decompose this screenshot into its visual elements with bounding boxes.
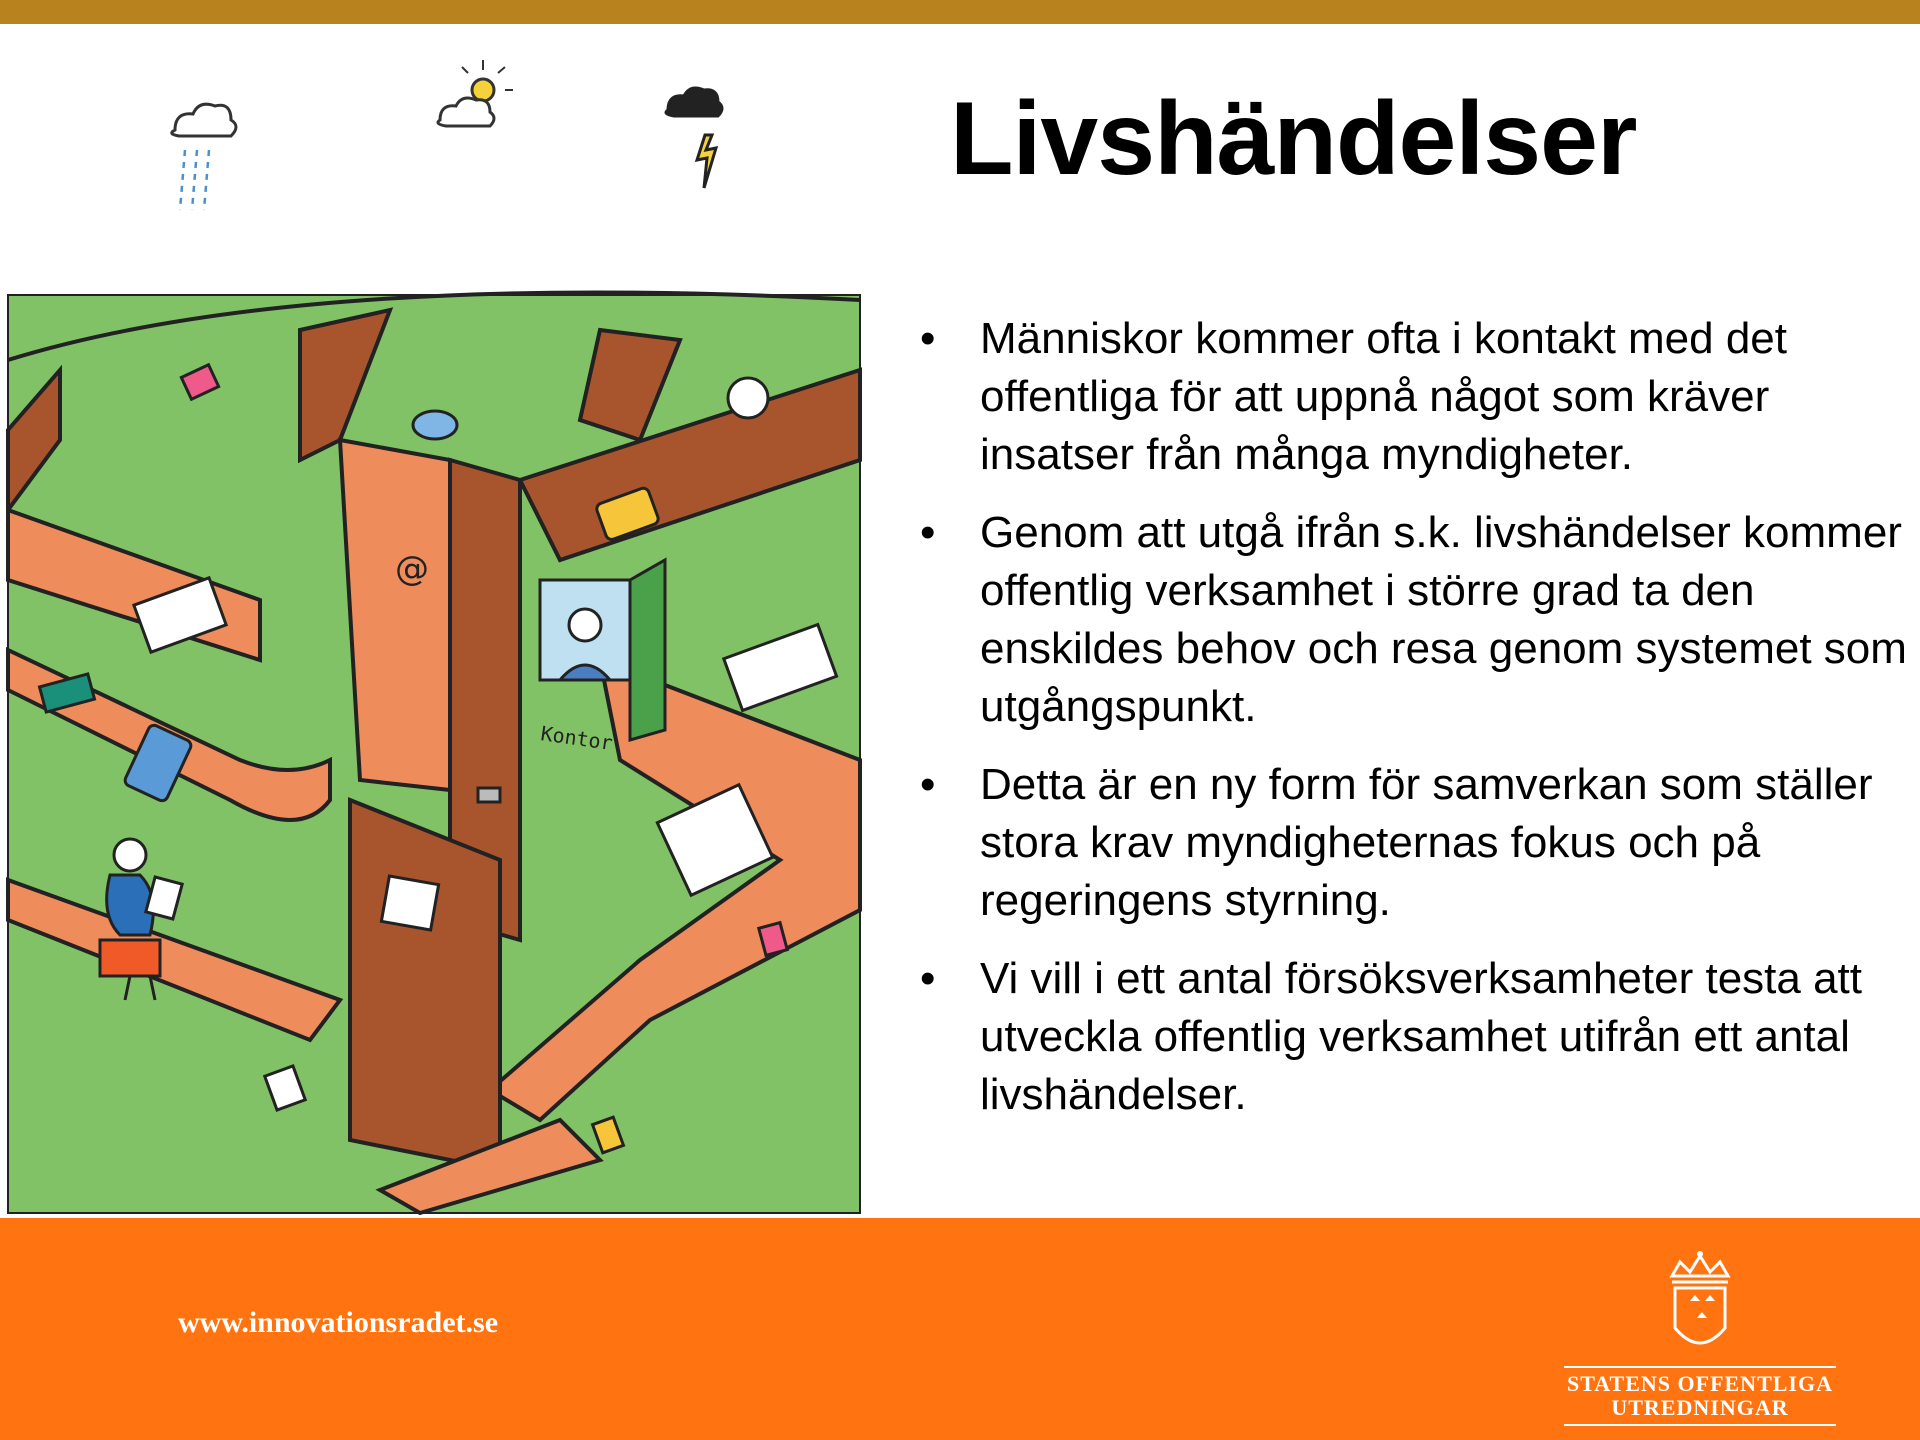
bullet-text: Människor kommer ofta i kontakt med det offentliga för att uppnå något som kräver insatser från många myndigheter. [980, 314, 1787, 479]
bullet-item [915, 310, 1915, 484]
bullet-item [915, 504, 1915, 736]
logo-divider-top [1564, 1366, 1836, 1368]
bullet-marker: • [920, 314, 936, 363]
rain-cloud-icon [172, 104, 236, 210]
at-sign: @ [395, 549, 429, 589]
logo-text [1560, 1372, 1840, 1420]
bullet-marker: • [920, 760, 936, 809]
bullet-item [915, 950, 1915, 1124]
bullet-text: Detta är en ny form för samverkan som ställer stora krav myndigheternas fokus och på regeringens styrning. [980, 760, 1873, 925]
sun-cloud-icon [438, 60, 513, 126]
logo-divider-bottom [1564, 1424, 1836, 1426]
footer-bar [0, 1218, 1920, 1440]
bullet-marker: • [920, 954, 936, 1003]
door-sign: Kontor [539, 721, 615, 756]
bullet-list [915, 310, 1915, 1144]
sou-logo [1560, 1246, 1840, 1426]
logo-line1: STATENS OFFENTLIGA [1567, 1371, 1833, 1396]
crown-shield-icon [1560, 1246, 1840, 1366]
bullet-marker: • [920, 508, 936, 557]
slide-title: Livshändelser [950, 81, 1637, 197]
maze-illustration [0, 40, 870, 1220]
bullet-text: Vi vill i ett antal försöksverksamheter testa att utveckla offentlig verksamhet utifrån ett antal livshändelser. [980, 954, 1862, 1119]
storm-cloud-icon [666, 88, 722, 188]
footer-website-link[interactable]: www.innovationsradet.se [178, 1306, 499, 1339]
logo-line2: UTREDNINGAR [1611, 1395, 1789, 1420]
top-accent-bar [0, 0, 1920, 24]
bullet-text: Genom att utgå ifrån s.k. livshändelser kommer offentlig verksamhet i större grad ta den enskildes behov och resa genom systemet som utgångspunkt. [980, 508, 1907, 731]
bullet-item [915, 756, 1915, 930]
